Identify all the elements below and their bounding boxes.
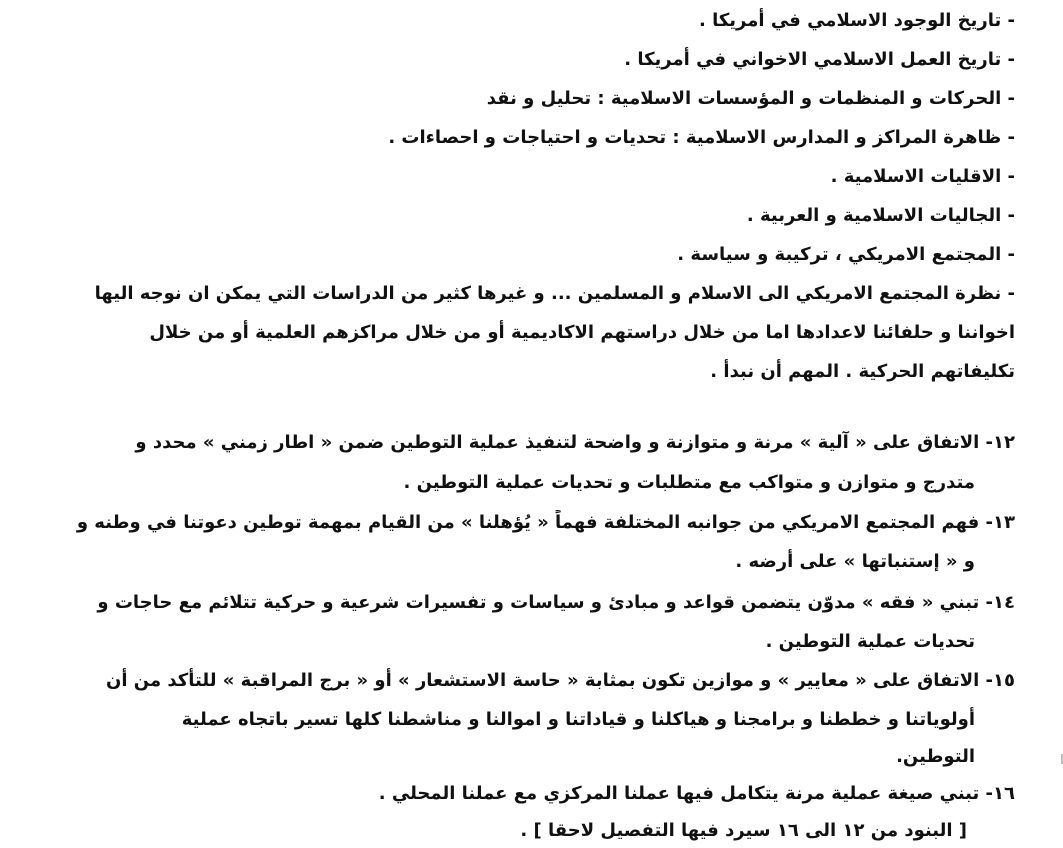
paragraph-line-3: تكليفاتهم الحركية . المهم أن نبدأ . xyxy=(710,361,1015,382)
list-item-history-presence: - تاريخ الوجود الاسلامي في أمريكا . xyxy=(698,10,1015,31)
item-15-line-1: ١٥- الاتفاق على « معايير » و موازين تكون بمثابة « حاسة الاستشعار » أو « برج المراقبة » للتأكد من أن xyxy=(106,670,1015,691)
item-16-line-1: ١٦- تبني صيغة عملية مرنة يتكامل فيها عملنا المركزي مع عملنا المحلي . xyxy=(378,783,1015,804)
item-13-line-1: ١٣- فهم المجتمع الامريكي من جوانبه المختلفة فهماً « يُؤهلنا » من القيام بمهمة توطين دعوتنا في وطنه و xyxy=(76,512,1015,533)
item-14-line-1: ١٤- تبني « فقه » مدوّن يتضمن قواعد و مبادئ و سياسات و تفسيرات شرعية و حركية تتلائم مع حاجات و xyxy=(97,592,1015,613)
paragraph-line-2: اخواننا و حلفائنا لاعدادها اما من خلال دراستهم الاكاديمية أو من خلال مراكزهم العلمية أو من خلال xyxy=(149,322,1015,343)
list-item-centers-schools: - ظاهرة المراكز و المدارس الاسلامية : تحديات و احتياجات و احصاءات . xyxy=(388,127,1015,148)
list-item-minorities: - الاقليات الاسلامية . xyxy=(830,166,1015,187)
item-14-line-2: تحديات عملية التوطين . xyxy=(765,631,975,652)
paragraph-line-1: - نظرة المجتمع الامريكي الى الاسلام و المسلمين ... و غيرها كثير من الدراسات التي يمكن ان نوجه اليها xyxy=(94,283,1015,304)
item-12-line-2: متدرج و متوازن و متواكب مع متطلبات و تحديات عملية التوطين . xyxy=(403,472,975,493)
item-15-line-3: التوطين. xyxy=(896,746,975,767)
items-note: [ البنود من ١٢ الى ١٦ سيرد فيها التفصيل لاحقا ] . xyxy=(520,820,967,841)
list-item-history-brotherhood-work: - تاريخ العمل الاسلامي الاخواني في أمريكا . xyxy=(624,49,1015,70)
item-13-line-2: و « إستنباتها » على أرضه . xyxy=(735,551,975,572)
item-12-line-1: ١٢- الاتفاق على « آلية » مرنة و متوازنة و واضحة لتنفيذ عملية التوطين ضمن « اطار زمني » محدد و xyxy=(135,432,1015,453)
list-item-communities: - الجاليات الاسلامية و العربية . xyxy=(746,205,1015,226)
list-item-american-society: - المجتمع الامريكي ، تركيبة و سياسة . xyxy=(677,244,1015,265)
list-item-movements-organizations: - الحركات و المنظمات و المؤسسات الاسلامية : تحليل و نقد xyxy=(486,88,1015,109)
item-15-line-2: أولوياتنا و خططنا و برامجنا و هياكلنا و قياداتنا و اموالنا و مناشطنا كلها تسير باتجاه عملية xyxy=(181,709,975,730)
